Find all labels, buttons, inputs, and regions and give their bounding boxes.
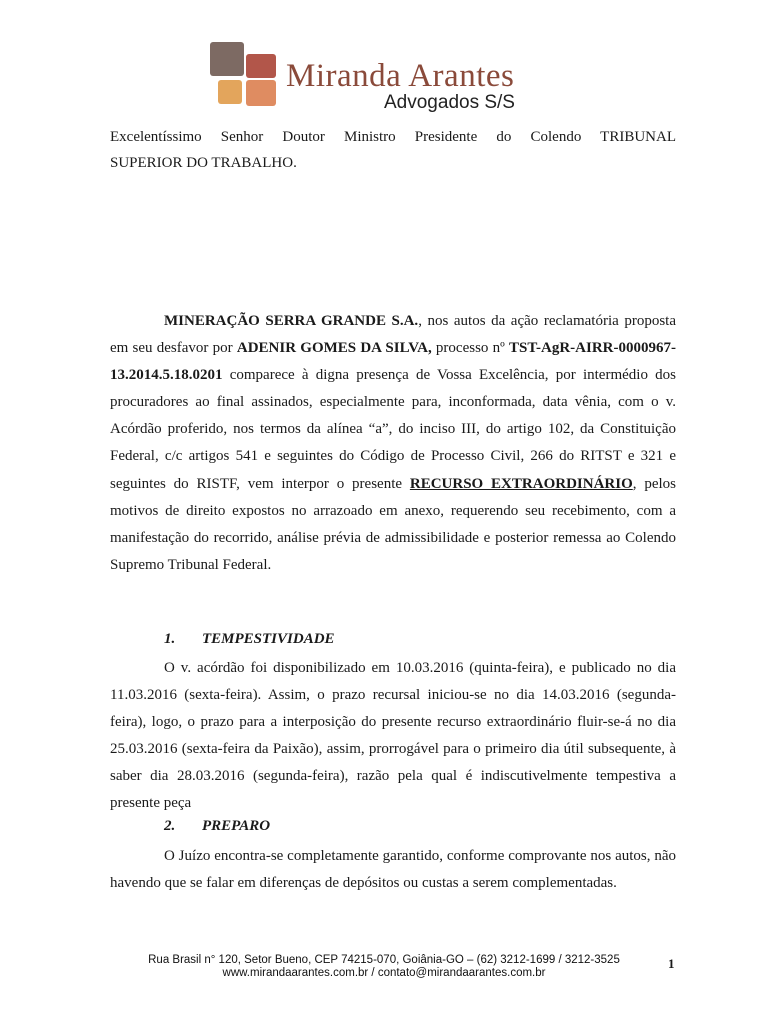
section-body-1 [110,655,676,818]
intro-paragraph [110,308,676,579]
intro-text-1: , nos autos da ação reclamatória proposta em seu desfavor por [110,313,676,357]
section-text: O Juízo encontra-se completamente garantido, conforme comprovante nos autos, não havendo que se falar em diferenças de depósitos ou custas a serem complementadas. [110,848,676,892]
addressee [110,124,676,176]
section-title: PREPARO [202,818,271,834]
section-number: 2. [164,818,176,834]
section-title: TEMPESTIVIDADE [202,631,335,647]
section-heading-2 [164,818,270,835]
claimant-name: ADENIR GOMES DA SILVA, [236,340,432,357]
intro-text-3: comparece à digna presença de Vossa Excelência, por intermédio dos procuradores ao final assinados, especialmente para, inconformada, data vênia, com o v. Acórdão proferido, nos termos da alínea “a”, do inciso III, do artigo 102, da Constituição Federal, c/c artigos 541 e seguintes do Código de Processo Civil, 266 do RITST e 321 e seguintes do RISTF, vem interpor o presente [110,367,676,492]
logo-squares-icon [208,40,278,108]
section-number: 1. [164,631,176,647]
logo-firm-name: Miranda Arantes [286,58,515,94]
company-name: MINERAÇÃO SERRA GRANDE S.A. [164,313,419,329]
footer-address: Rua Brasil n° 120, Setor Bueno, CEP 74215-070, Goiânia-GO – (62) 3212-1699 / 3212-3525 [148,954,620,966]
addressee-line-2: SUPERIOR DO TRABALHO. [110,155,297,171]
logo-subtitle: Advogados S/S [384,92,515,113]
footer-contact: www.mirandaarantes.com.br / contato@mirandaarantes.com.br [222,967,546,979]
section-body-2 [110,843,676,897]
intro-text-2: processo nº [431,340,510,357]
addressee-line-1: Excelentíssimo Senhor Doutor Ministro Presidente do Colendo TRIBUNAL [110,129,676,145]
appeal-title: RECURSO EXTRAORDINÁRIO [409,475,633,492]
firm-logo [208,40,588,118]
page-number: 1 [668,956,675,971]
section-heading-1 [164,631,335,648]
case-number: TST-AgR-AIRR-0000967-13.2014.5.18.0201 [110,340,676,384]
section-text: O v. acórdão foi disponibilizado em 10.03.2016 (quinta-feira), e publicado no dia 11.03.2016 (sexta-feira). Assim, o prazo recursal iniciou-se no dia 14.03.2016 (segunda-feira), logo, o prazo para a interposição do presente recurso extraordinário fluir-se-á no dia 25.03.2016 (sexta-feira da Paixão), assim, prorrogável para o primeiro dia útil subsequente, à saber dia 28.03.2016 (segunda-feira), razão pela qual é indiscutivelmente tempestiva a presente peça [110,660,676,812]
intro-text-4: , pelos motivos de direito expostos no arrazoado em anexo, requerendo seu recebimento, com a manifestação do recorrido, análise prévia de admissibilidade e posterior remessa ao Colendo Supremo Tribunal Federal. [110,475,676,573]
